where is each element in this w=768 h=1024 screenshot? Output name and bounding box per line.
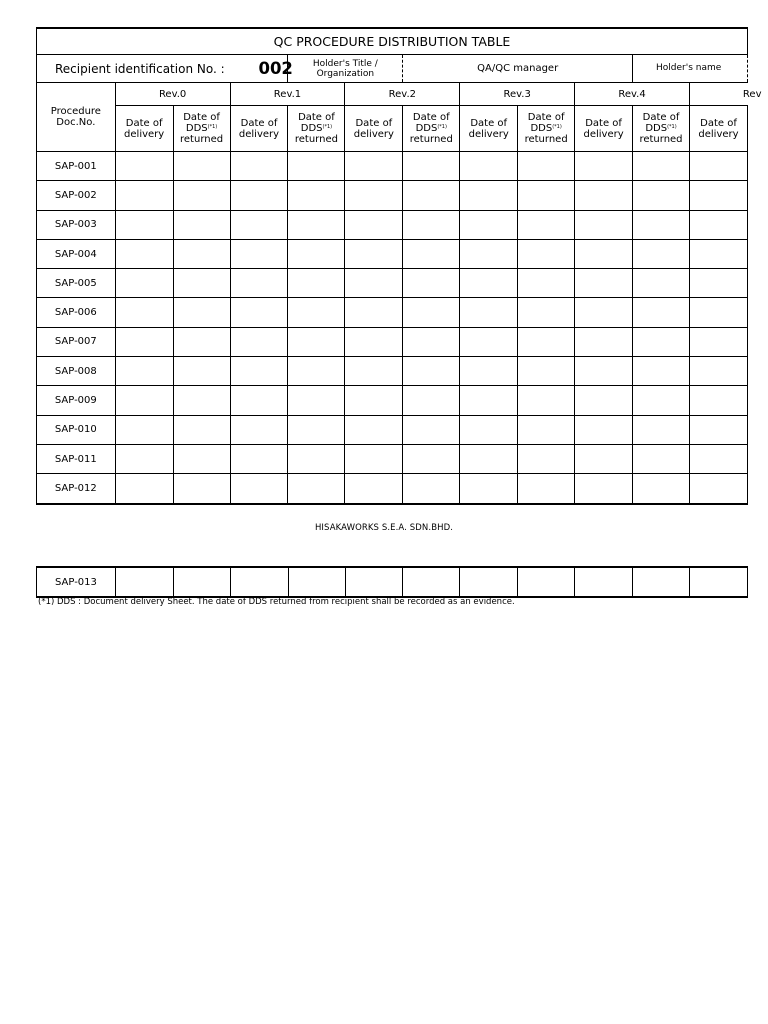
delivery-date-cell[interactable] xyxy=(230,357,288,386)
rev-header: Rev.3 xyxy=(460,83,575,106)
dds-returned-cell[interactable] xyxy=(288,444,345,473)
dds-returned-cell[interactable] xyxy=(403,181,460,210)
dds-returned-cell[interactable] xyxy=(403,152,460,181)
dds-returned-cell[interactable] xyxy=(173,152,230,181)
dds-returned-cell[interactable] xyxy=(288,210,345,239)
delivery-date-cell[interactable] xyxy=(230,415,288,444)
dds-returned-cell[interactable] xyxy=(403,567,460,597)
delivery-date-cell[interactable] xyxy=(230,152,288,181)
dds-returned-cell[interactable] xyxy=(288,239,345,268)
dds-returned-cell[interactable] xyxy=(403,327,460,356)
delivery-date-cell[interactable] xyxy=(230,181,288,210)
dds-returned-cell[interactable] xyxy=(518,567,575,597)
date-of-dds-returned-header: Date of $DDS^{(*1)}$ returned xyxy=(518,106,575,152)
recipient-id-number: 002 xyxy=(258,59,293,78)
delivery-date-cell[interactable] xyxy=(460,210,518,239)
delivery-date-cell[interactable] xyxy=(115,298,173,327)
delivery-date-cell[interactable] xyxy=(575,327,633,356)
rev-header: Rev.0 xyxy=(115,83,230,106)
delivery-date-cell[interactable] xyxy=(575,386,633,415)
delivery-date-cell[interactable] xyxy=(689,152,747,181)
delivery-date-cell[interactable] xyxy=(115,152,173,181)
date-of-delivery-header: Date of delivery xyxy=(575,106,633,152)
dds-returned-cell[interactable] xyxy=(288,181,345,210)
doc-no-cell: SAP-006 xyxy=(37,298,116,327)
table-row xyxy=(37,415,748,444)
delivery-date-cell[interactable] xyxy=(230,567,288,597)
doc-no-header: Procedure Doc.No. xyxy=(37,83,116,152)
delivery-date-cell[interactable] xyxy=(460,181,518,210)
date-of-delivery-header: Date of delivery xyxy=(460,106,518,152)
delivery-date-cell[interactable] xyxy=(345,415,403,444)
rev-header: Rev.4 xyxy=(575,83,690,106)
delivery-date-cell[interactable] xyxy=(460,386,518,415)
delivery-date-cell[interactable] xyxy=(345,239,403,268)
recipient-id-label: Recipient identification No. : xyxy=(55,62,225,76)
delivery-date-cell[interactable] xyxy=(575,415,633,444)
delivery-date-cell[interactable] xyxy=(460,474,518,504)
delivery-date-cell[interactable] xyxy=(115,567,173,597)
table-row xyxy=(37,567,748,597)
rev-header: Rev xyxy=(689,83,747,106)
doc-no-cell: SAP-001 xyxy=(37,152,116,181)
doc-no-cell: SAP-009 xyxy=(37,386,116,415)
dds-returned-cell[interactable] xyxy=(403,444,460,473)
dds-returned-cell[interactable] xyxy=(633,444,690,473)
doc-no-cell: SAP-003 xyxy=(37,210,116,239)
table-row xyxy=(37,239,748,268)
dds-returned-cell[interactable] xyxy=(173,357,230,386)
delivery-date-cell[interactable] xyxy=(115,239,173,268)
date-of-dds-returned-header: Date of $DDS^{(*1)}$ returned xyxy=(173,106,230,152)
dds-returned-cell[interactable] xyxy=(288,269,345,298)
delivery-date-cell[interactable] xyxy=(115,474,173,504)
dds-returned-cell[interactable] xyxy=(403,474,460,504)
table-row xyxy=(37,152,748,181)
dds-returned-cell[interactable] xyxy=(288,386,345,415)
delivery-date-cell[interactable] xyxy=(460,269,518,298)
delivery-date-cell[interactable] xyxy=(115,269,173,298)
dds-returned-cell[interactable] xyxy=(173,415,230,444)
doc-no-cell: SAP-004 xyxy=(37,239,116,268)
delivery-date-cell[interactable] xyxy=(689,357,747,386)
delivery-date-cell[interactable] xyxy=(460,152,518,181)
dds-returned-cell[interactable] xyxy=(518,386,575,415)
recipient-id xyxy=(37,55,293,83)
dds-returned-cell[interactable] xyxy=(633,210,690,239)
holder-title-value: QA/QC manager xyxy=(403,55,633,83)
dds-returned-cell[interactable] xyxy=(518,152,575,181)
table-row xyxy=(37,444,748,473)
delivery-date-cell[interactable] xyxy=(575,567,633,597)
dds-returned-cell[interactable] xyxy=(633,327,690,356)
dds-returned-cell[interactable] xyxy=(403,298,460,327)
delivery-date-cell[interactable] xyxy=(689,210,747,239)
delivery-date-cell[interactable] xyxy=(115,181,173,210)
doc-no-cell: SAP-010 xyxy=(37,415,116,444)
dds-returned-cell[interactable] xyxy=(518,269,575,298)
dds-returned-cell[interactable] xyxy=(288,357,345,386)
delivery-date-cell[interactable] xyxy=(575,444,633,473)
date-of-dds-returned-header: Date of $DDS^{(*1)}$ returned xyxy=(403,106,460,152)
doc-no-cell: SAP-005 xyxy=(37,269,116,298)
delivery-date-cell[interactable] xyxy=(689,415,747,444)
delivery-date-cell[interactable] xyxy=(230,386,288,415)
dds-returned-cell[interactable] xyxy=(173,386,230,415)
delivery-date-cell[interactable] xyxy=(689,298,747,327)
dds-returned-cell[interactable] xyxy=(633,152,690,181)
delivery-date-cell[interactable] xyxy=(345,327,403,356)
dds-returned-cell[interactable] xyxy=(518,210,575,239)
delivery-date-cell[interactable] xyxy=(345,444,403,473)
delivery-date-cell[interactable] xyxy=(689,386,747,415)
dds-returned-cell[interactable] xyxy=(518,474,575,504)
date-of-delivery-header: Date of delivery xyxy=(115,106,173,152)
dds-returned-cell[interactable] xyxy=(173,474,230,504)
delivery-date-cell[interactable] xyxy=(345,357,403,386)
rev-header: Rev.1 xyxy=(230,83,345,106)
delivery-date-cell[interactable] xyxy=(345,152,403,181)
holder-name-label: Holder's name xyxy=(633,55,748,83)
date-of-dds-returned-header: Date of $DDS^{(*1)}$ returned xyxy=(288,106,345,152)
dds-returned-cell[interactable] xyxy=(633,181,690,210)
dds-returned-cell[interactable] xyxy=(633,567,690,597)
dds-returned-cell[interactable] xyxy=(633,474,690,504)
page-title: QC PROCEDURE DISTRIBUTION TABLE xyxy=(37,28,748,55)
dds-returned-cell[interactable] xyxy=(288,152,345,181)
table-row xyxy=(37,210,748,239)
delivery-date-cell[interactable] xyxy=(230,298,288,327)
delivery-date-cell[interactable] xyxy=(689,474,747,504)
doc-no-cell: SAP-002 xyxy=(37,181,116,210)
dds-returned-cell[interactable] xyxy=(173,327,230,356)
dds-returned-cell[interactable] xyxy=(518,415,575,444)
dds-returned-cell[interactable] xyxy=(403,239,460,268)
delivery-date-cell[interactable] xyxy=(575,152,633,181)
delivery-date-cell[interactable] xyxy=(115,386,173,415)
delivery-date-cell[interactable] xyxy=(460,357,518,386)
dds-returned-cell[interactable] xyxy=(633,357,690,386)
delivery-date-cell[interactable] xyxy=(689,444,747,473)
dds-returned-cell[interactable] xyxy=(288,474,345,504)
dds-returned-cell[interactable] xyxy=(173,210,230,239)
dds-returned-cell[interactable] xyxy=(518,327,575,356)
delivery-date-cell[interactable] xyxy=(460,444,518,473)
dds-returned-cell[interactable] xyxy=(403,415,460,444)
table-row xyxy=(37,327,748,356)
dds-returned-cell[interactable] xyxy=(173,298,230,327)
dds-returned-cell[interactable] xyxy=(518,239,575,268)
dds-returned-cell[interactable] xyxy=(518,357,575,386)
dds-returned-cell[interactable] xyxy=(633,386,690,415)
dds-returned-cell[interactable] xyxy=(633,269,690,298)
holder-title-label: Holder's Title / Organization xyxy=(288,55,403,83)
delivery-date-cell[interactable] xyxy=(345,474,403,504)
delivery-date-cell[interactable] xyxy=(230,474,288,504)
dds-returned-cell[interactable] xyxy=(173,567,230,597)
table-row xyxy=(37,298,748,327)
delivery-date-cell[interactable] xyxy=(345,269,403,298)
table-row xyxy=(37,269,748,298)
dds-returned-cell[interactable] xyxy=(173,444,230,473)
delivery-date-cell[interactable] xyxy=(230,210,288,239)
table-row xyxy=(37,474,748,504)
dds-returned-cell[interactable] xyxy=(518,181,575,210)
delivery-date-cell[interactable] xyxy=(575,474,633,504)
company-name: HISAKAWORKS S.E.A. SDN.BHD. xyxy=(314,523,454,533)
doc-no-cell: SAP-012 xyxy=(37,474,116,504)
delivery-date-cell[interactable] xyxy=(115,327,173,356)
delivery-date-cell[interactable] xyxy=(230,327,288,356)
delivery-date-cell[interactable] xyxy=(345,181,403,210)
delivery-date-cell[interactable] xyxy=(575,298,633,327)
delivery-date-cell[interactable] xyxy=(460,415,518,444)
dds-returned-cell[interactable] xyxy=(403,269,460,298)
dds-returned-cell[interactable] xyxy=(633,298,690,327)
delivery-date-cell[interactable] xyxy=(345,298,403,327)
page2-table-container xyxy=(36,566,748,598)
delivery-date-cell[interactable] xyxy=(460,239,518,268)
delivery-date-cell[interactable] xyxy=(689,181,747,210)
page2-table xyxy=(36,566,748,598)
doc-no-cell: SAP-007 xyxy=(37,327,116,356)
dds-returned-cell[interactable] xyxy=(173,181,230,210)
doc-no-cell: SAP-008 xyxy=(37,357,116,386)
dds-returned-cell[interactable] xyxy=(403,210,460,239)
delivery-date-cell[interactable] xyxy=(345,210,403,239)
delivery-date-cell[interactable] xyxy=(690,567,748,597)
delivery-date-cell[interactable] xyxy=(689,239,747,268)
distribution-table-container xyxy=(36,27,762,505)
delivery-date-cell[interactable] xyxy=(115,415,173,444)
distribution-table xyxy=(36,27,762,505)
delivery-date-cell[interactable] xyxy=(460,567,518,597)
dds-returned-cell[interactable] xyxy=(403,386,460,415)
dds-returned-cell[interactable] xyxy=(288,567,345,597)
dds-returned-cell[interactable] xyxy=(173,269,230,298)
dds-returned-cell[interactable] xyxy=(173,239,230,268)
delivery-date-cell[interactable] xyxy=(575,357,633,386)
date-of-delivery-header: Date of delivery xyxy=(230,106,288,152)
delivery-date-cell[interactable] xyxy=(689,327,747,356)
delivery-date-cell[interactable] xyxy=(689,269,747,298)
delivery-date-cell[interactable] xyxy=(115,357,173,386)
date-of-delivery-header: Date of delivery xyxy=(689,106,747,152)
delivery-date-cell[interactable] xyxy=(460,298,518,327)
table-row xyxy=(37,181,748,210)
delivery-date-cell[interactable] xyxy=(230,239,288,268)
delivery-date-cell[interactable] xyxy=(230,444,288,473)
dds-returned-cell[interactable] xyxy=(288,298,345,327)
delivery-date-cell[interactable] xyxy=(115,210,173,239)
doc-no-cell: SAP-013 xyxy=(37,567,116,597)
rev-header: Rev.2 xyxy=(345,83,460,106)
dds-returned-cell[interactable] xyxy=(288,327,345,356)
dds-returned-cell[interactable] xyxy=(518,444,575,473)
footnote: (*1) DDS : Document delivery Sheet. The date of DDS returned from recipient shall be recorded as an evidence. xyxy=(38,597,515,607)
dds-returned-cell[interactable] xyxy=(633,415,690,444)
dds-returned-cell[interactable] xyxy=(403,357,460,386)
delivery-date-cell[interactable] xyxy=(575,210,633,239)
delivery-date-cell[interactable] xyxy=(115,444,173,473)
delivery-date-cell[interactable] xyxy=(575,181,633,210)
table-row xyxy=(37,386,748,415)
table-row xyxy=(37,357,748,386)
dds-returned-cell[interactable] xyxy=(633,239,690,268)
date-of-dds-returned-header: Date of $DDS^{(*1)}$ returned xyxy=(633,106,690,152)
date-of-delivery-header: Date of delivery xyxy=(345,106,403,152)
delivery-date-cell[interactable] xyxy=(345,386,403,415)
delivery-date-cell[interactable] xyxy=(345,567,403,597)
delivery-date-cell[interactable] xyxy=(460,327,518,356)
delivery-date-cell[interactable] xyxy=(575,269,633,298)
delivery-date-cell[interactable] xyxy=(230,269,288,298)
dds-returned-cell[interactable] xyxy=(518,298,575,327)
delivery-date-cell[interactable] xyxy=(575,239,633,268)
doc-no-cell: SAP-011 xyxy=(37,444,116,473)
dds-returned-cell[interactable] xyxy=(288,415,345,444)
